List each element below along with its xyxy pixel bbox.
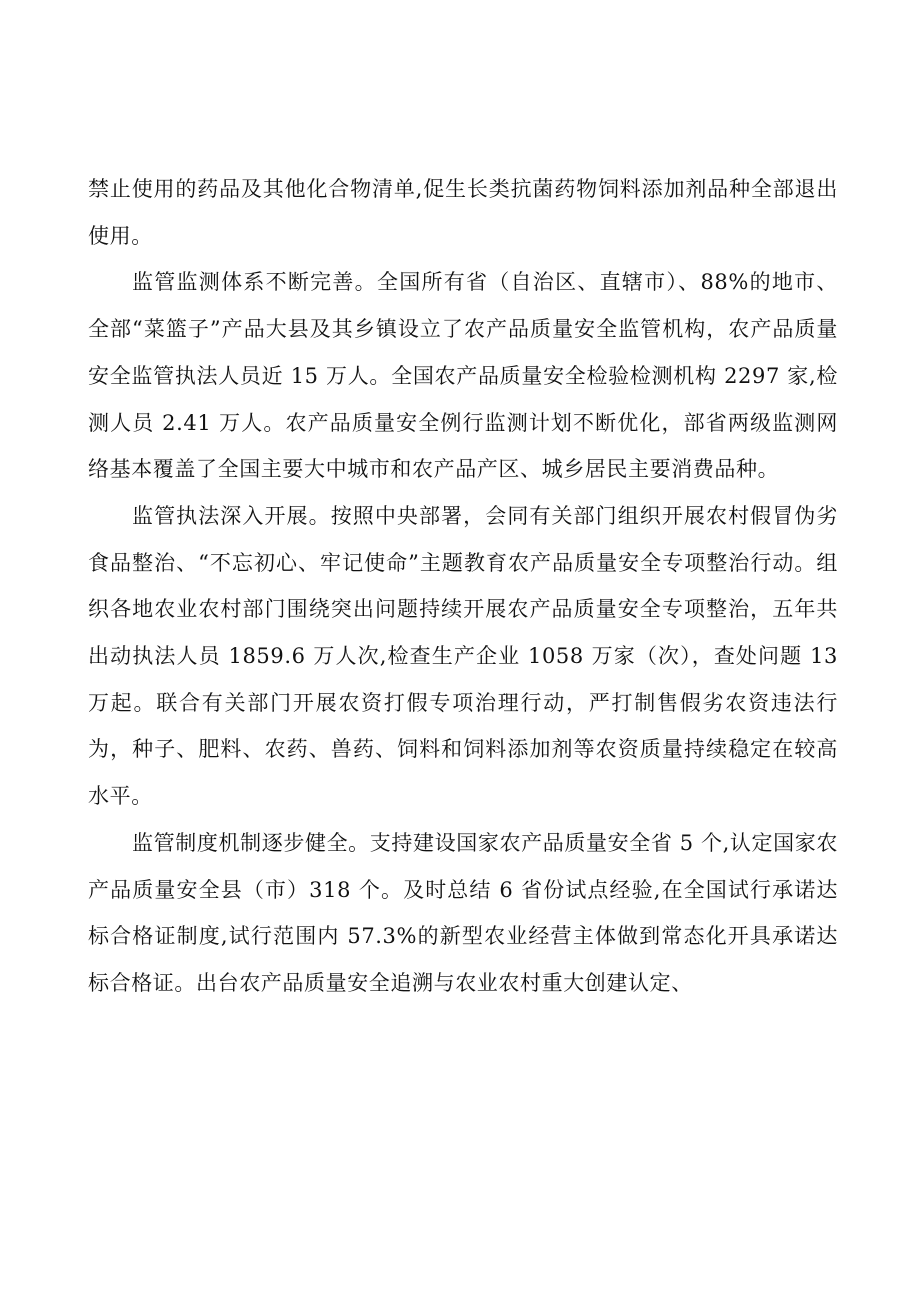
paragraph-monitoring-system: 监管监测体系不断完善。全国所有省（自治区、直辖市）、88%的地市、全部“菜篮子”产品大县及其乡镇设立了农产品质量安全监管机构，农产品质量安全监管执法人员近 15 万人。全国农产品质量安全检验检测机构 2297 家,检测人员 2.41 万人。农产品质量安全例行监测计划不断优化，部省两级监测网络基本覆盖了全国主要大中城市和农产品产区、城乡居民主要消费品种。 xyxy=(88,270,838,482)
document-body xyxy=(88,166,838,1007)
paragraph-continuation: 禁止使用的药品及其他化合物清单,促生长类抗菌药物饲料添加剂品种全部退出使用。 xyxy=(88,177,838,248)
paragraph-regulatory-mechanism: 监管制度机制逐步健全。支持建设国家农产品质量安全省 5 个,认定国家农产品质量安全县（市）318 个。及时总结 6 省份试点经验,在全国试行承诺达标合格证制度,试行范围内 57.3%的新型农业经营主体做到常态化开具承诺达标合格证。出台农产品质量安全追溯与农业农村重大创建认定、 xyxy=(88,830,838,995)
paragraph-law-enforcement: 监管执法深入开展。按照中央部署，会同有关部门组织开展农村假冒伪劣食品整治、“不忘初心、牢记使命”主题教育农产品质量安全专项整治行动。组织各地农业农村部门围绕突出问题持续开展农产品质量安全专项整治，五年共出动执法人员 1859.6 万人次,检查生产企业 1058 万家（次），查处问题 13 万起。联合有关部门开展农资打假专项治理行动，严打制售假劣农资违法行为，种子、肥料、农药、兽药、饲料和饲料添加剂等农资质量持续稳定在较高水平。 xyxy=(88,503,838,809)
